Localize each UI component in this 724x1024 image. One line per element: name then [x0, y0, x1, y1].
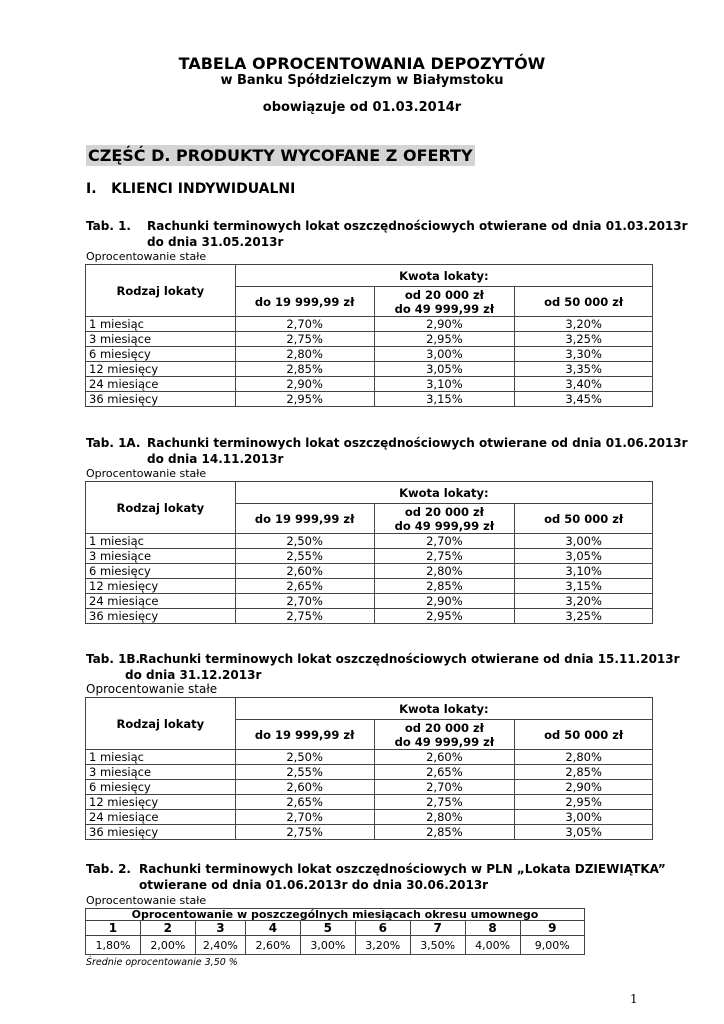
- tab2-title-line1: Rachunki terminowych lokat oszczędnościowych w PLN „Lokata DZIEWIĄTKA”: [139, 862, 666, 876]
- document-title: TABELA OPROCENTOWANIA DEPOZYTÓW: [178, 54, 546, 73]
- tab1-col3: od 50 000 zł: [515, 287, 653, 317]
- table-row: 24 miesiące 2,70% 2,90% 3,20%: [86, 594, 653, 609]
- table-row: 1 miesiąc 2,50% 2,60% 2,80%: [86, 750, 653, 765]
- document-subtitle: w Banku Spółdzielczym w Białymstoku: [220, 73, 504, 88]
- tab1-col-group: Kwota lokaty:: [235, 265, 652, 287]
- tab1a-number: Tab. 1A.: [86, 436, 141, 450]
- tab1-rates-table: [85, 264, 653, 407]
- tab2-months-row: 1 2 3 4 5 6 7 8 9: [86, 921, 585, 936]
- tab1b-title-line1: Rachunki terminowych lokat oszczędnościowych otwierane od dnia 15.11.2013r: [139, 652, 680, 666]
- table-row: 1 miesiąc 2,50% 2,70% 3,00%: [86, 534, 653, 549]
- tab1a-rates-table: [85, 481, 653, 624]
- table-row: 24 miesiące 2,90% 3,10% 3,40%: [86, 377, 653, 392]
- table-row: 12 miesięcy 2,85% 3,05% 3,35%: [86, 362, 653, 377]
- table-row: 3 miesiące 2,55% 2,75% 3,05%: [86, 549, 653, 564]
- page-number: 1: [630, 992, 638, 1006]
- table-row: 1 miesiąc 2,70% 2,90% 3,20%: [86, 317, 653, 332]
- tab1-body: [86, 317, 653, 407]
- table-row: 6 miesięcy 2,80% 3,00% 3,30%: [86, 347, 653, 362]
- part-title: CZĘŚĆ D. PRODUKTY WYCOFANE Z OFERTY: [88, 146, 473, 165]
- tab1a-body: [86, 534, 653, 624]
- tab1b-title-line2: do dnia 31.12.2013r: [125, 668, 262, 682]
- tab1-title-line1: Rachunki terminowych lokat oszczędnościowych otwierane od dnia 01.03.2013r: [147, 219, 688, 233]
- tab1b-col1: do 19 999,99 zł: [235, 720, 374, 750]
- tab2-number: Tab. 2.: [86, 862, 131, 876]
- tab1b-col-type: Rodzaj lokaty: [86, 698, 236, 750]
- table-row: 36 miesięcy 2,75% 2,95% 3,25%: [86, 609, 653, 624]
- tab1-col2: od 20 000 zł do 49 999,99 zł: [374, 287, 515, 317]
- table-row: 6 miesięcy 2,60% 2,70% 2,90%: [86, 780, 653, 795]
- tab1a-col-group: Kwota lokaty:: [235, 482, 652, 504]
- tab1b-number: Tab. 1B.: [86, 652, 141, 666]
- tab1-number: Tab. 1.: [86, 219, 131, 233]
- tab1-title-line2: do dnia 31.05.2013r: [147, 235, 284, 249]
- tab1b-body: [86, 750, 653, 840]
- table-row: 6 miesięcy 2,60% 2,80% 3,10%: [86, 564, 653, 579]
- tab1a-col2: od 20 000 zł do 49 999,99 zł: [374, 504, 515, 534]
- tab1b-col2: od 20 000 zł do 49 999,99 zł: [374, 720, 515, 750]
- tab1-col-type: Rodzaj lokaty: [86, 265, 236, 317]
- table-row: 36 miesięcy 2,95% 3,15% 3,45%: [86, 392, 653, 407]
- tab2-title-line2: otwierane od dnia 01.06.2013r do dnia 30.06.2013r: [139, 878, 489, 892]
- tab1b-rates-table: [85, 697, 653, 840]
- tab1b-note: Oprocentowanie stałe: [86, 682, 218, 696]
- tab1a-note: Oprocentowanie stałe: [86, 467, 207, 480]
- table-row: 3 miesiące 2,75% 2,95% 3,25%: [86, 332, 653, 347]
- tab1-col1: do 19 999,99 zł: [235, 287, 374, 317]
- tab1a-col-type: Rodzaj lokaty: [86, 482, 236, 534]
- table-row: 12 miesięcy 2,65% 2,75% 2,95%: [86, 795, 653, 810]
- tab2-note: Oprocentowanie stałe: [86, 894, 207, 907]
- tab1b-col-group: Kwota lokaty:: [235, 698, 652, 720]
- table-row: 24 miesiące 2,70% 2,80% 3,00%: [86, 810, 653, 825]
- tab1a-col1: do 19 999,99 zł: [235, 504, 374, 534]
- table-row: 36 miesięcy 2,75% 2,85% 3,05%: [86, 825, 653, 840]
- table-row: 3 miesiące 2,55% 2,65% 2,85%: [86, 765, 653, 780]
- tab2-header: Oprocentowanie w poszczególnych miesiącach okresu umownego: [86, 909, 585, 921]
- table-row: 12 miesięcy 2,65% 2,85% 3,15%: [86, 579, 653, 594]
- tab1a-title-line1: Rachunki terminowych lokat oszczędnościowych otwierane od dnia 01.06.2013r: [147, 436, 688, 450]
- section-title: I. KLIENCI INDYWIDUALNI: [86, 181, 296, 197]
- tab2-rates-row: 1,80% 2,00% 2,40% 2,60% 3,00% 3,20% 3,50% 4,00% 9,00%: [86, 936, 585, 955]
- tab1b-col3: od 50 000 zł: [515, 720, 653, 750]
- tab1a-title-line2: do dnia 14.11.2013r: [147, 452, 284, 466]
- tab2-footnote: Średnie oprocentowanie 3,50 %: [86, 957, 238, 968]
- tab2-rates-table: [85, 908, 585, 955]
- effective-date: obowiązuje od 01.03.2014r: [262, 100, 462, 115]
- tab1a-col3: od 50 000 zł: [515, 504, 653, 534]
- tab1-note: Oprocentowanie stałe: [86, 250, 207, 263]
